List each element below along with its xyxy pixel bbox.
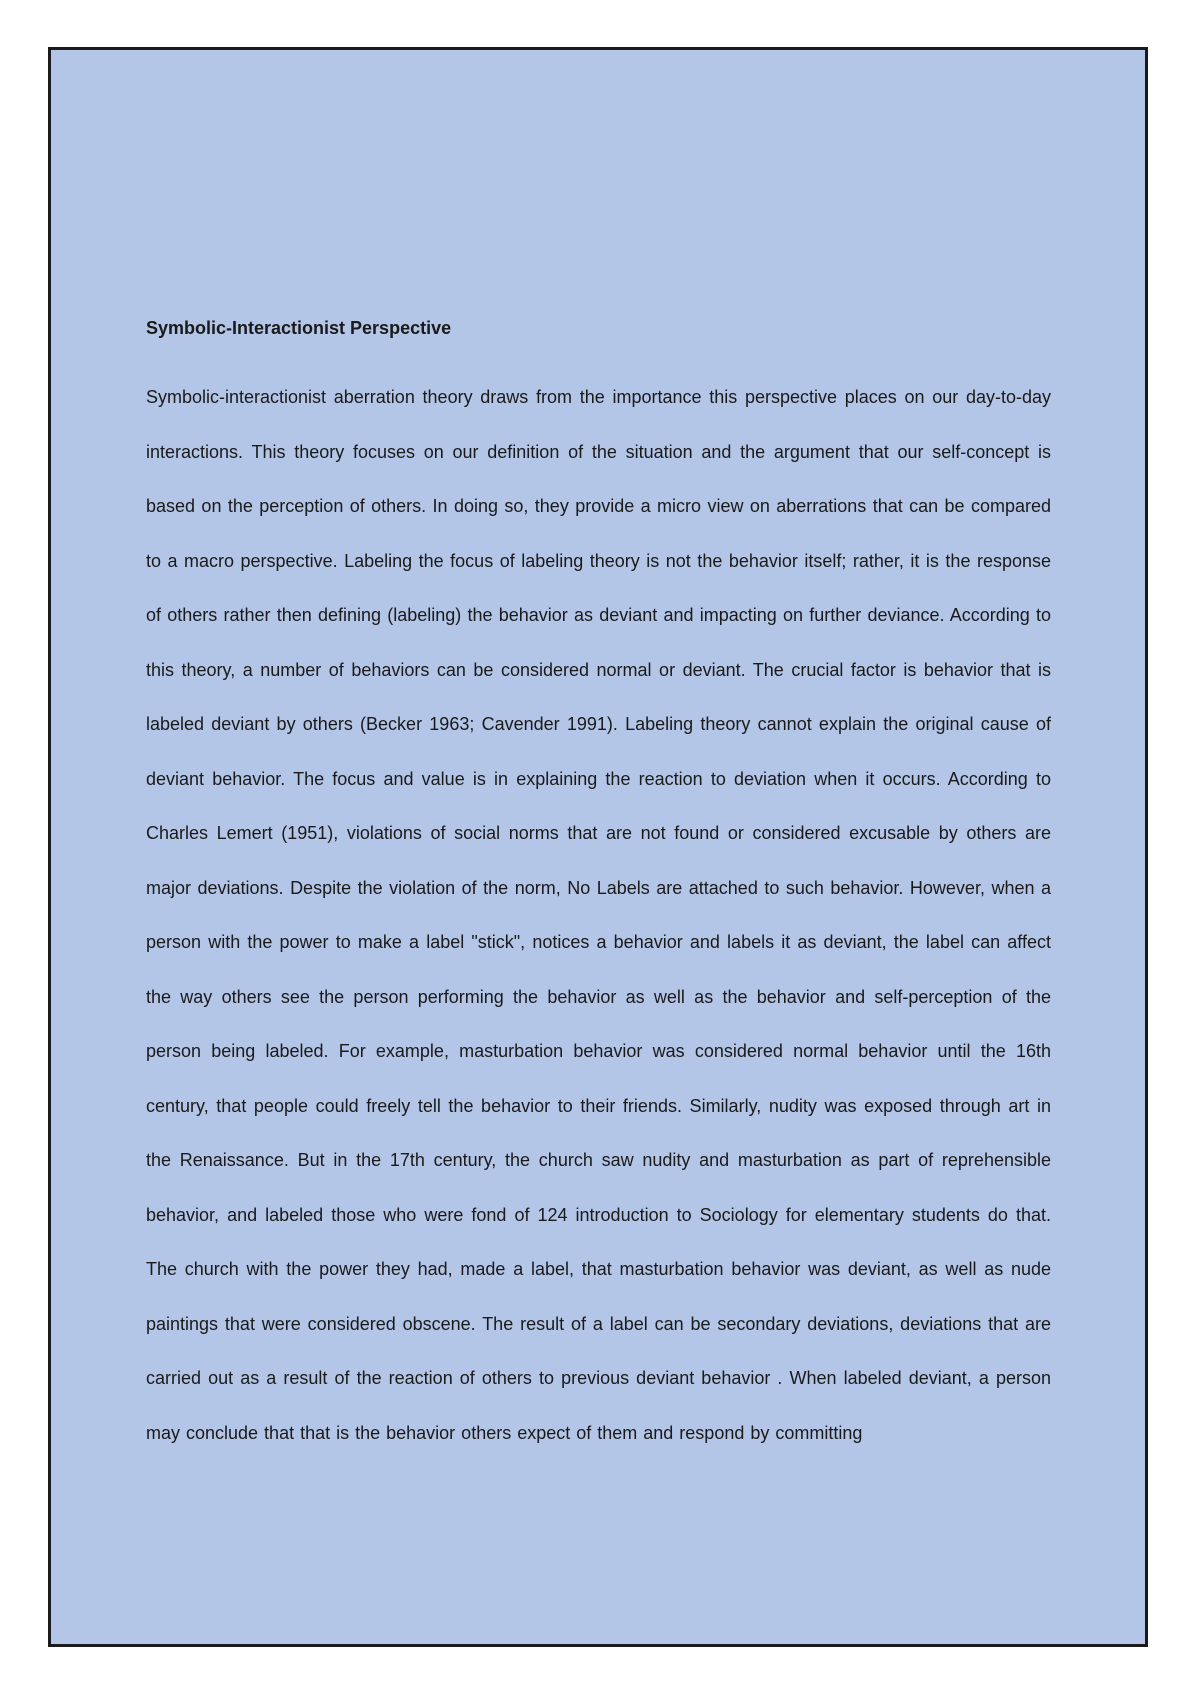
body-paragraph: Symbolic-interactionist aberration theory draws from the importance this perspective places on our day-to-day interactions. This theory focuses on our definition of the situation and the argument that our self-concept is based on the perception of others. In doing so, they provide a micro view on aberrations that can be compared to a macro perspective. Labeling the focus of labeling theory is not the behavior itself; rather, it is the response of others rather then defining (labeling) the behavior as deviant and impacting on further deviance. According to this theory, a number of behaviors can be considered normal or deviant. The crucial factor is behavior that is labeled deviant by others (Becker 1963; Cavender 1991). Labeling theory cannot explain the original cause of deviant behavior. The focus and value is in explaining the reaction to deviation when it occurs. According to Charles Lemert (1951), violations of social norms that are not found or considered excusable by others are major deviations. Despite the violation of the norm, No Labels are attached to such behavior. However, when a person with the power to make a label "stick", notices a behavior and labels it as deviant, the label can affect the way others see the person performing the behavior as well as the behavior and self-perception of the person being labeled. For example, masturbation behavior was considered normal behavior until the 16th century, that people could freely tell the behavior to their friends. Similarly, nudity was exposed through art in the Renaissance. But in the 17th century, the church saw nudity and masturbation as part of reprehensible behavior, and labeled those who were fond of 124 introduction to Sociology for elementary students do that. The church with the power they had, made a label, that masturbation behavior was deviant, as well as nude paintings that were considered obscene. The result of a label can be secondary deviations, deviations that are carried out as a result of the reaction of others to previous deviant behavior . When labeled deviant, a person may conclude that that is the behavior others expect of them and respond by committing xyxy=(146,387,1051,1443)
section-heading: Symbolic-Interactionist Perspective xyxy=(146,318,452,338)
page-frame xyxy=(48,47,1148,1647)
document-content xyxy=(146,316,1051,1478)
